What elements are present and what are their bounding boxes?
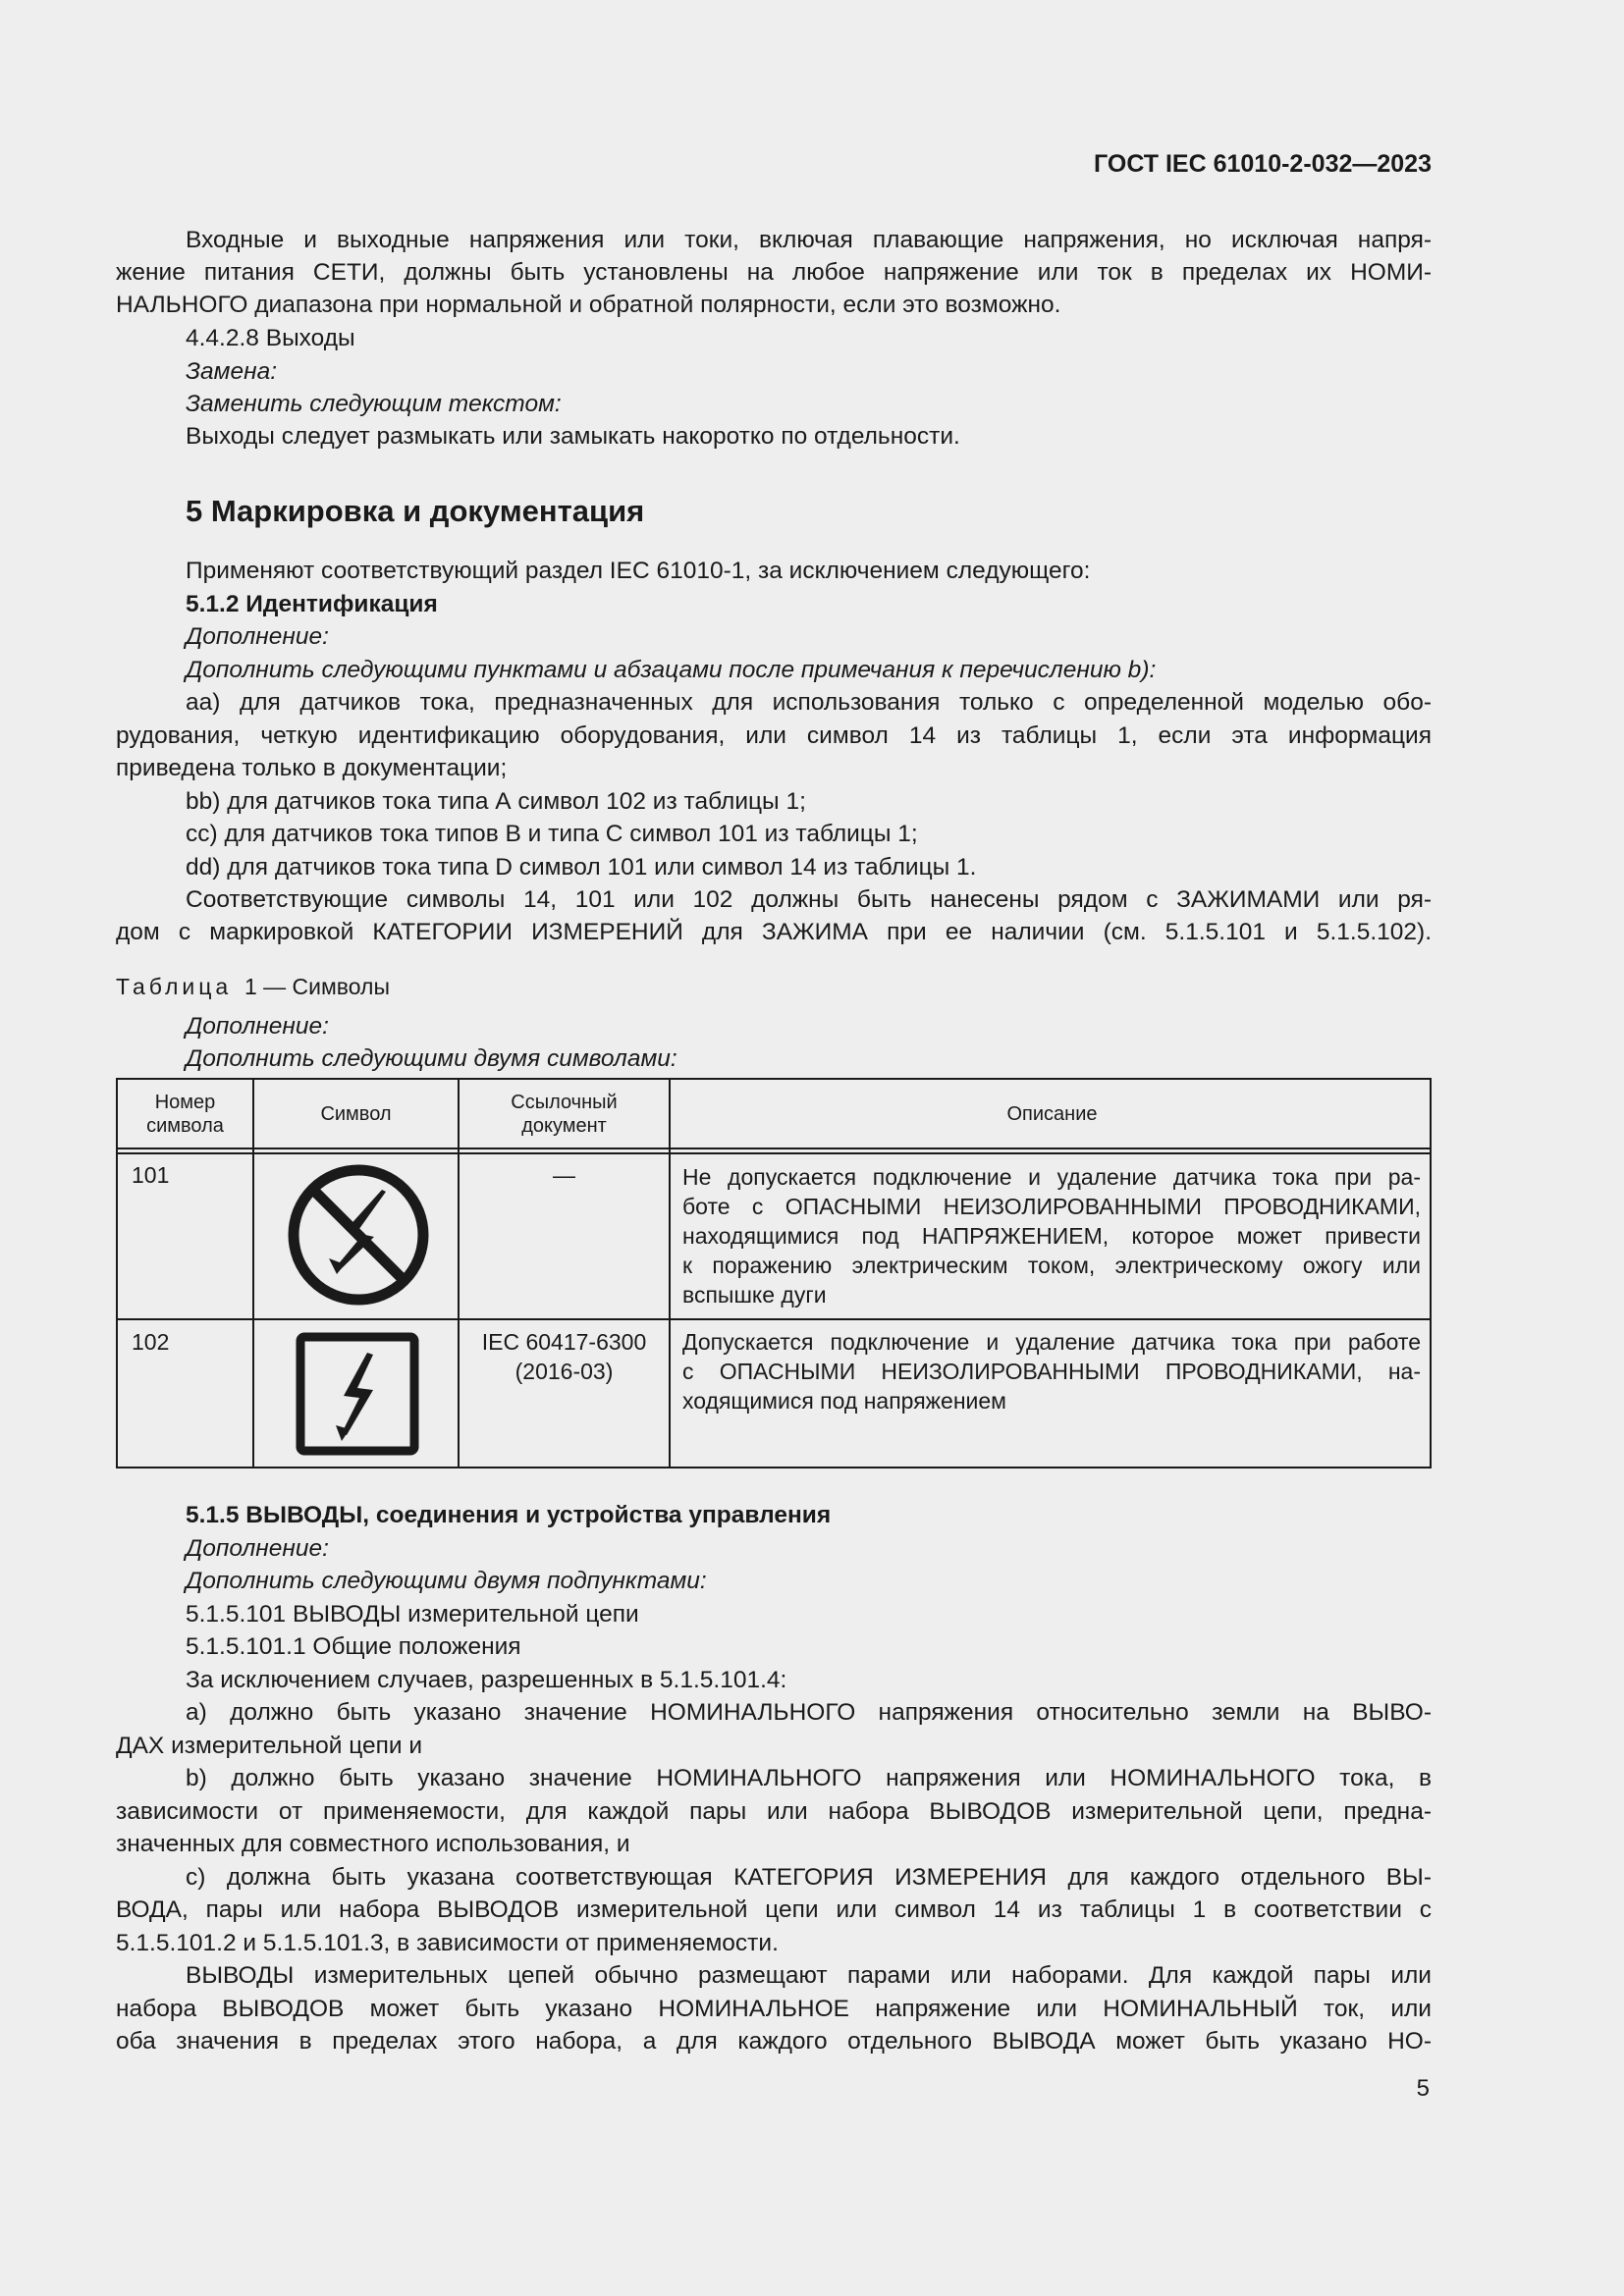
description-line: с ОПАСНЫМИ НЕИЗОЛИРОВАННЫМИ ПРОВОДНИКАМИ, на-: [682, 1359, 1421, 1384]
list-item-line: ВОДА, пары или набора ВЫВОДОВ измерительной цепи или символ 14 из таблицы 1 в соответствии с: [116, 1896, 1432, 1923]
list-item: cc) для датчиков тока типов В и типа С символ 101 из таблицы 1;: [186, 821, 918, 847]
table-header-symbol: Символ: [320, 1103, 392, 1125]
amendment-instruction: Дополнить следующими двумя подпунктами:: [186, 1568, 707, 1594]
section-title: 5 Маркировка и документация: [186, 494, 645, 528]
row-divider: [118, 1318, 1430, 1320]
header-text: символа: [146, 1115, 224, 1137]
list-item-line: 5.1.5.101.2 и 5.1.5.101.3, в зависимости от применяемости.: [116, 1930, 779, 1956]
paragraph-line: Входные и выходные напряжения или токи, включая плавающие напряжения, но исключая напря-: [186, 227, 1432, 253]
list-item-line: аа) для датчиков тока, предназначенных для использования только с определенной моделью обо-: [186, 689, 1432, 716]
list-item-line: зависимости от применяемости, для каждой пары или набора ВЫВОДОВ измерительной цепи, предна-: [116, 1798, 1432, 1825]
no-connect-live-conductor-icon: [286, 1162, 431, 1308]
reference-line: IEC 60417-6300: [481, 1329, 647, 1355]
table-header-reference: [460, 1091, 669, 1138]
description-line: ходящимися под напряжением: [682, 1388, 1006, 1414]
amendment-label: Замена:: [186, 358, 277, 385]
header-divider: [118, 1148, 1430, 1149]
paragraph-line: оба значения в пределах этого набора, а для каждого отдельного ВЫВОДА может быть указано НО-: [116, 2028, 1432, 2055]
reference-document: [460, 1327, 669, 1386]
list-item-line: c) должна быть указана соответствующая КАТЕГОРИЯ ИЗМЕРЕНИЯ для каждого отдельного ВЫ-: [186, 1864, 1432, 1891]
description-line: боте с ОПАСНЫМИ НЕИЗОЛИРОВАННЫМИ ПРОВОДНИКАМИ,: [682, 1194, 1421, 1219]
symbol-number: 101: [132, 1162, 170, 1188]
description-line: Допускается подключение и удаление датчика тока при работе: [682, 1329, 1421, 1355]
column-divider: [669, 1080, 671, 1467]
column-divider: [458, 1080, 460, 1467]
table-caption-label: Таблица: [116, 974, 233, 999]
list-item-line: a) должно быть указано значение НОМИНАЛЬНОГО напряжения относительно земли на ВЫВО-: [186, 1699, 1432, 1726]
amendment-label: Дополнение:: [186, 1535, 329, 1562]
amendment-label: Дополнение:: [186, 1013, 329, 1040]
subclause-heading: 5.1.5.101.1 Общие положения: [186, 1633, 521, 1660]
description-line: находящимися под НАПРЯЖЕНИЕМ, которое может привести: [682, 1223, 1421, 1249]
document-id-header: ГОСТ IEC 61010-2-032—2023: [1094, 150, 1432, 178]
description-line: вспышке дуги: [682, 1282, 827, 1308]
page-number: 5: [1416, 2075, 1430, 2102]
paragraph-line: жение питания СЕТИ, должны быть установлены на любое напряжение или ток в пределах их НОМИ-: [116, 259, 1432, 286]
table-header-description: Описание: [1006, 1103, 1098, 1125]
table-caption-title: 1 — Символы: [244, 974, 391, 999]
description-line: Не допускается подключение и удаление датчика тока при ра-: [682, 1164, 1421, 1190]
clause-heading: 5.1.2 Идентификация: [186, 591, 438, 617]
reference-document: —: [553, 1162, 575, 1188]
table-caption: [116, 971, 1432, 1003]
header-text: Ссылочный: [511, 1092, 618, 1113]
reference-line: (2016-03): [514, 1359, 614, 1384]
symbols-table: [116, 1078, 1432, 1468]
amendment-label: Дополнение:: [186, 623, 329, 650]
list-item-line: ДАХ измерительной цепи и: [116, 1733, 423, 1759]
paragraph-line: дом с маркировкой КАТЕГОРИИ ИЗМЕРЕНИЙ для ЗАЖИМА при ее наличии (см. 5.1.5.101 и 5.1.5.102).: [116, 919, 1432, 945]
list-item: dd) для датчиков тока типа D символ 101 или символ 14 из таблицы 1.: [186, 854, 977, 881]
symbol-description: [682, 1162, 1421, 1309]
header-divider: [118, 1152, 1430, 1154]
description-line: к поражению электрическим током, электрическому ожогу или: [682, 1253, 1421, 1278]
symbol-description: [682, 1327, 1421, 1415]
paragraph-line: Применяют соответствующий раздел IEC 61010-1, за исключением следующего:: [186, 558, 1091, 584]
amendment-instruction: Дополнить следующими двумя символами:: [186, 1045, 677, 1072]
list-item-line: значенных для совместного использования, и: [116, 1831, 630, 1857]
column-divider: [252, 1080, 254, 1467]
paragraph-line: НАЛЬНОГО диапазона при нормальной и обратной полярности, если это возможно.: [116, 292, 1061, 318]
header-text: Номер: [154, 1092, 216, 1113]
subclause-heading: 5.1.5.101 ВЫВОДЫ измерительной цепи: [186, 1601, 639, 1628]
amendment-instruction: Дополнить следующими пунктами и абзацами после примечания к перечислению b):: [186, 657, 1157, 683]
clause-heading: 5.1.5 ВЫВОДЫ, соединения и устройства управления: [186, 1502, 832, 1528]
live-conductor-permitted-icon: [295, 1331, 420, 1457]
clause-heading: 4.4.2.8 Выходы: [186, 325, 355, 351]
paragraph-line: Соответствующие символы 14, 101 или 102 должны быть нанесены рядом с ЗАЖИМАМИ или ря-: [186, 886, 1432, 913]
list-item: bb) для датчиков тока типа А символ 102 из таблицы 1;: [186, 788, 806, 815]
paragraph-line: Выходы следует размыкать или замыкать накоротко по отдельности.: [186, 423, 960, 450]
symbol-number: 102: [132, 1329, 170, 1355]
list-item-line: b) должно быть указано значение НОМИНАЛЬНОГО напряжения или НОМИНАЛЬНОГО тока, в: [186, 1765, 1432, 1791]
table-header-number: [118, 1091, 252, 1138]
paragraph-line: За исключением случаев, разрешенных в 5.1.5.101.4:: [186, 1667, 787, 1693]
list-item-line: рудования, четкую идентификацию оборудования, или символ 14 из таблицы 1, если эта информация: [116, 722, 1432, 749]
list-item-line: приведена только в документации;: [116, 755, 508, 781]
paragraph-line: набора ВЫВОДОВ может быть указано НОМИНАЛЬНОЕ напряжение или НОМИНАЛЬНЫЙ ток, или: [116, 1996, 1432, 2022]
paragraph-line: ВЫВОДЫ измерительных цепей обычно размещают парами или наборами. Для каждой пары или: [186, 1962, 1432, 1989]
amendment-instruction: Заменить следующим текстом:: [186, 391, 562, 417]
header-text: документ: [521, 1115, 607, 1137]
